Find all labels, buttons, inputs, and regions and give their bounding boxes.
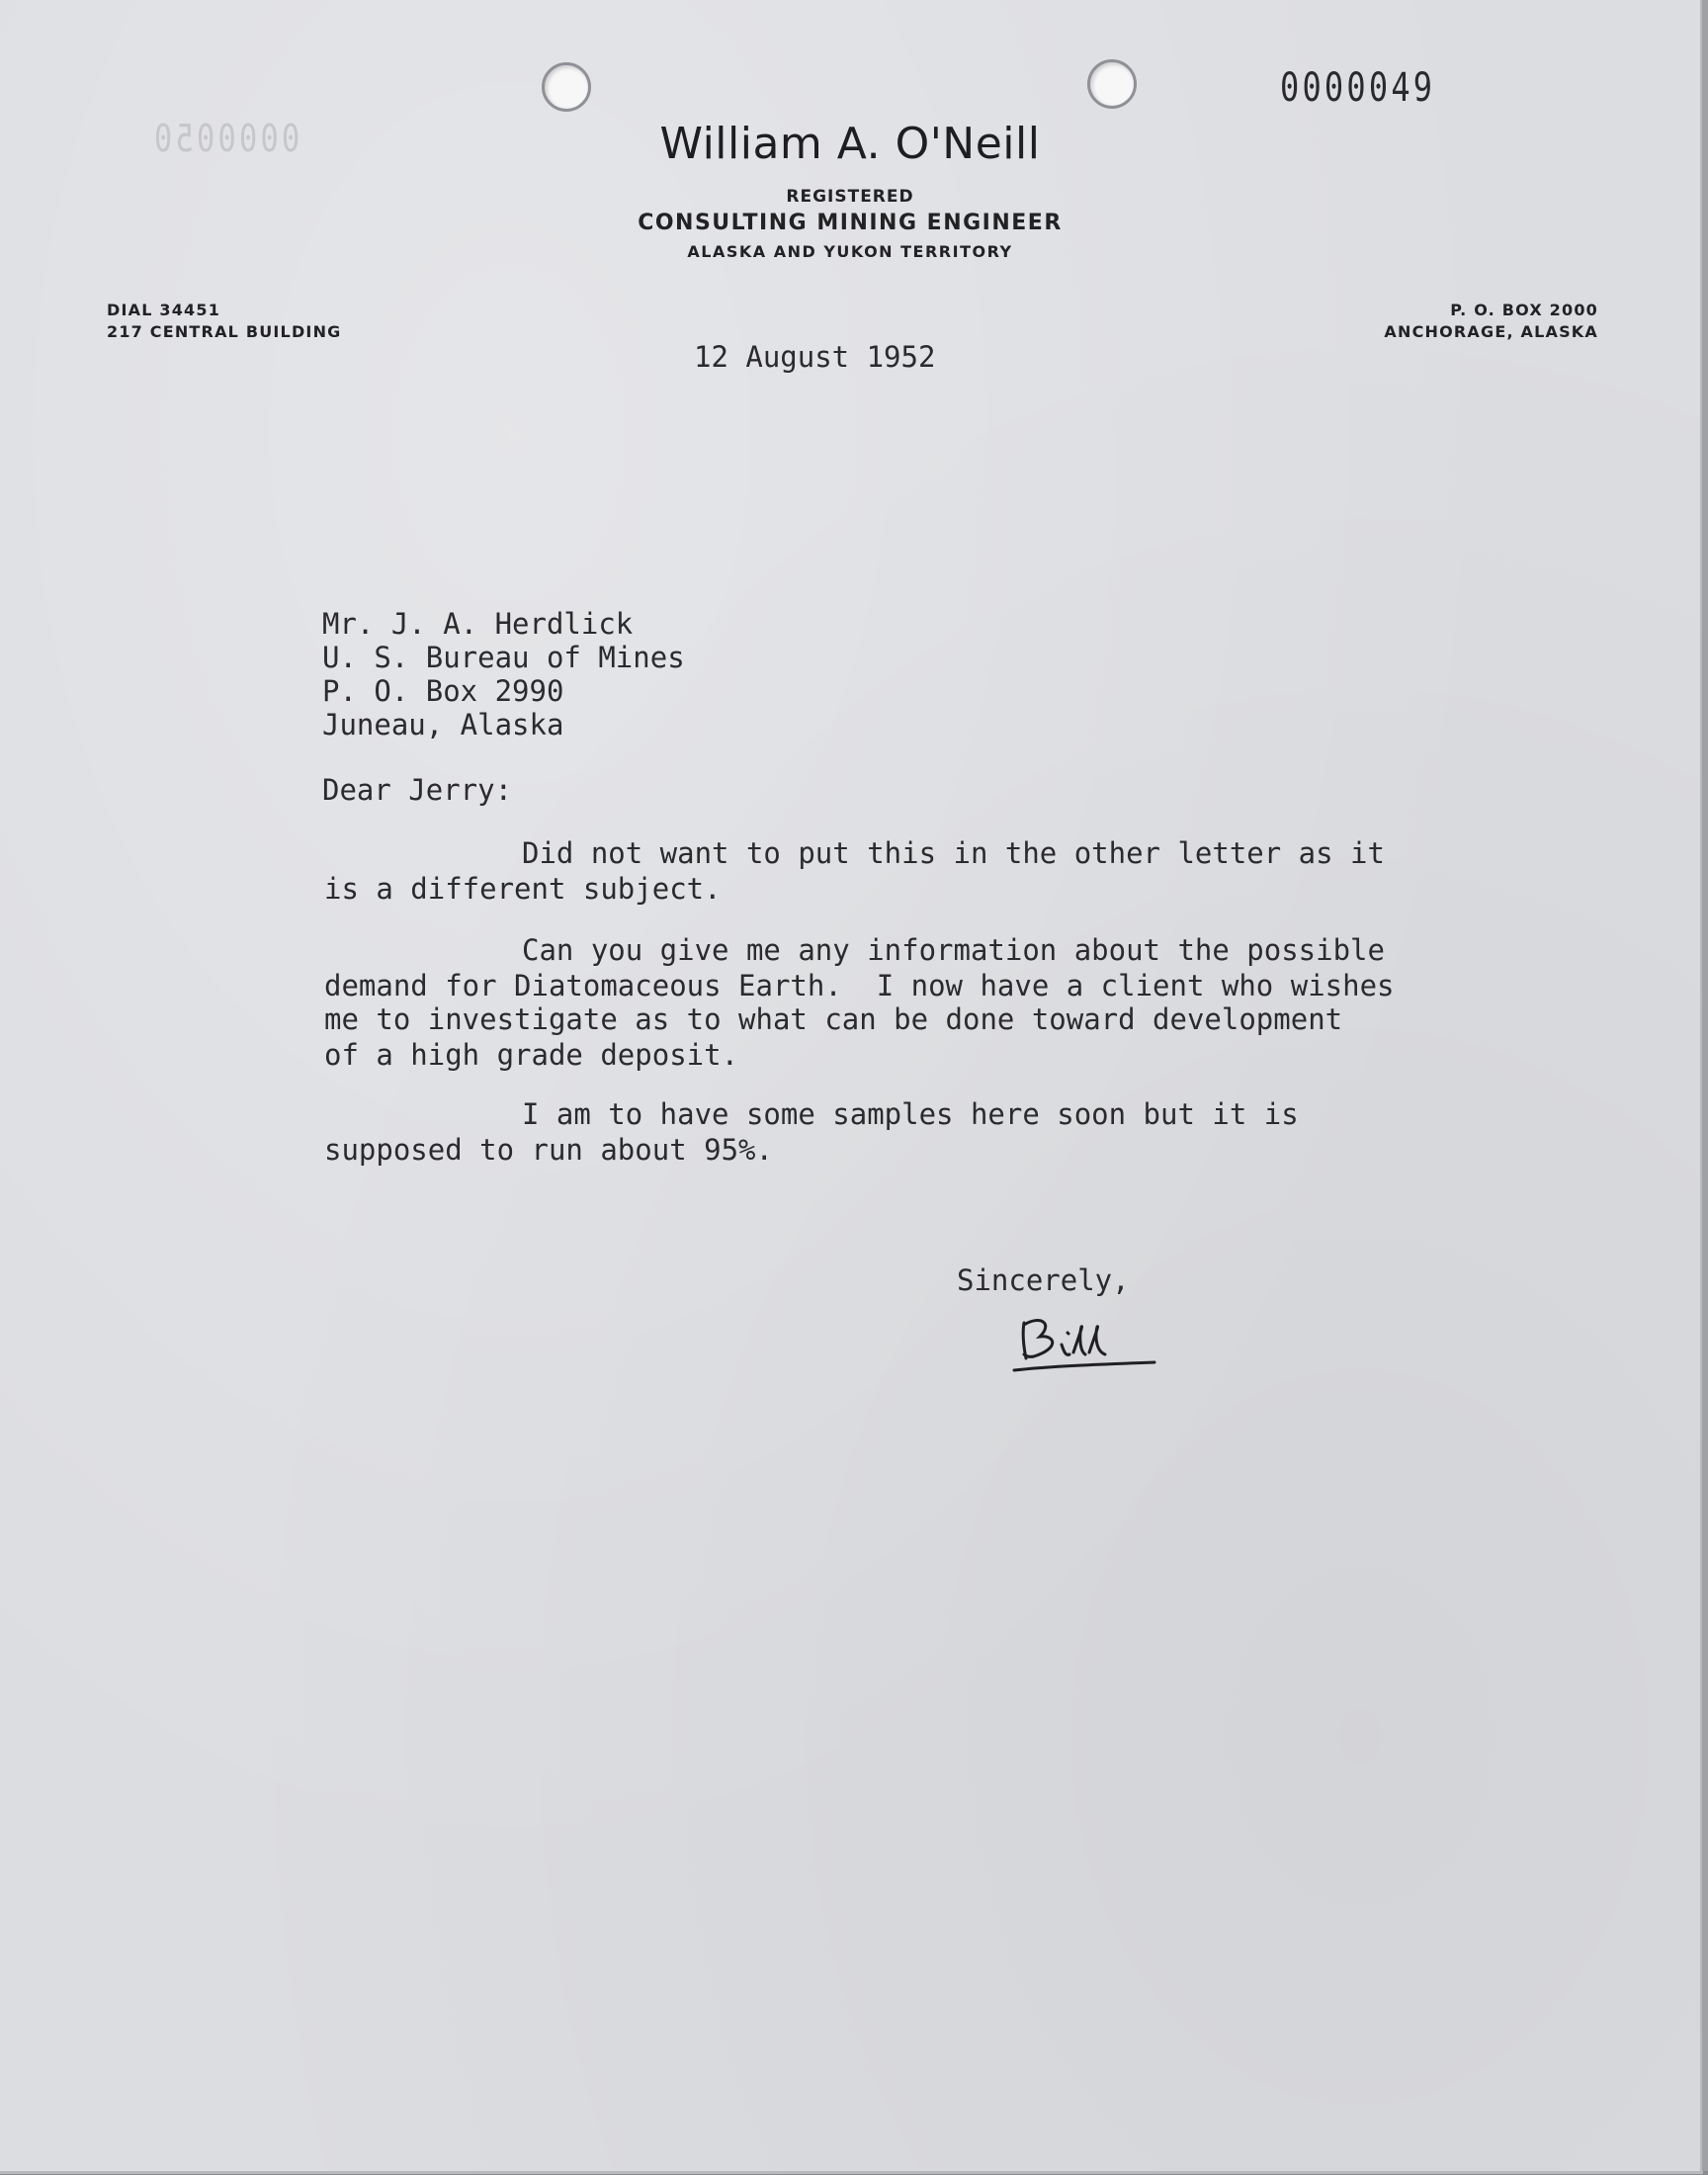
body-line: Can you give me any information about the possible — [522, 933, 1385, 967]
address-line: P. O. Box 2990 — [322, 674, 564, 708]
letter-date: 12 August 1952 — [694, 340, 936, 374]
punch-hole-left — [542, 62, 591, 112]
letterhead-dial: DIAL 34451 — [107, 301, 221, 319]
body-line: Did not want to put this in the other letter as it — [522, 836, 1385, 870]
body-line: is a different subject. — [324, 872, 722, 906]
address-line: U. S. Bureau of Mines — [322, 641, 685, 674]
address-line: Juneau, Alaska — [322, 708, 564, 741]
letterhead-name: William A. O'Neill — [659, 119, 1041, 169]
letterhead-registered: REGISTERED — [786, 187, 914, 207]
letterhead-region: ALASKA AND YUKON TERRITORY — [687, 242, 1013, 261]
body-line: me to investigate as to what can be done toward development — [324, 1002, 1343, 1036]
letterhead-city: ANCHORAGE, ALASKA — [1384, 322, 1598, 341]
ghost-document-number: 0000050 — [150, 117, 300, 160]
letterhead-po-box: P. O. BOX 2000 — [1450, 301, 1598, 319]
letterhead-contact-left — [107, 300, 342, 343]
letterhead-contact-right — [1384, 300, 1598, 343]
letterhead-building: 217 CENTRAL BUILDING — [107, 322, 342, 341]
body-line: I am to have some samples here soon but it is — [522, 1097, 1299, 1131]
punch-hole-right — [1087, 59, 1137, 109]
closing: Sincerely, — [957, 1263, 1130, 1297]
page-edge — [1702, 0, 1708, 2171]
document-number: 0000049 — [1280, 65, 1436, 111]
handwritten-signature — [1010, 1305, 1158, 1384]
body-line: supposed to run about 95%. — [324, 1133, 773, 1167]
salutation: Dear Jerry: — [322, 773, 513, 807]
address-line: Mr. J. A. Herdlick — [322, 607, 634, 641]
body-line: demand for Diatomaceous Earth. I now have a client who wishes — [324, 969, 1395, 1002]
letterhead-title: CONSULTING MINING ENGINEER — [638, 211, 1063, 235]
body-line: of a high grade deposit. — [324, 1038, 739, 1072]
